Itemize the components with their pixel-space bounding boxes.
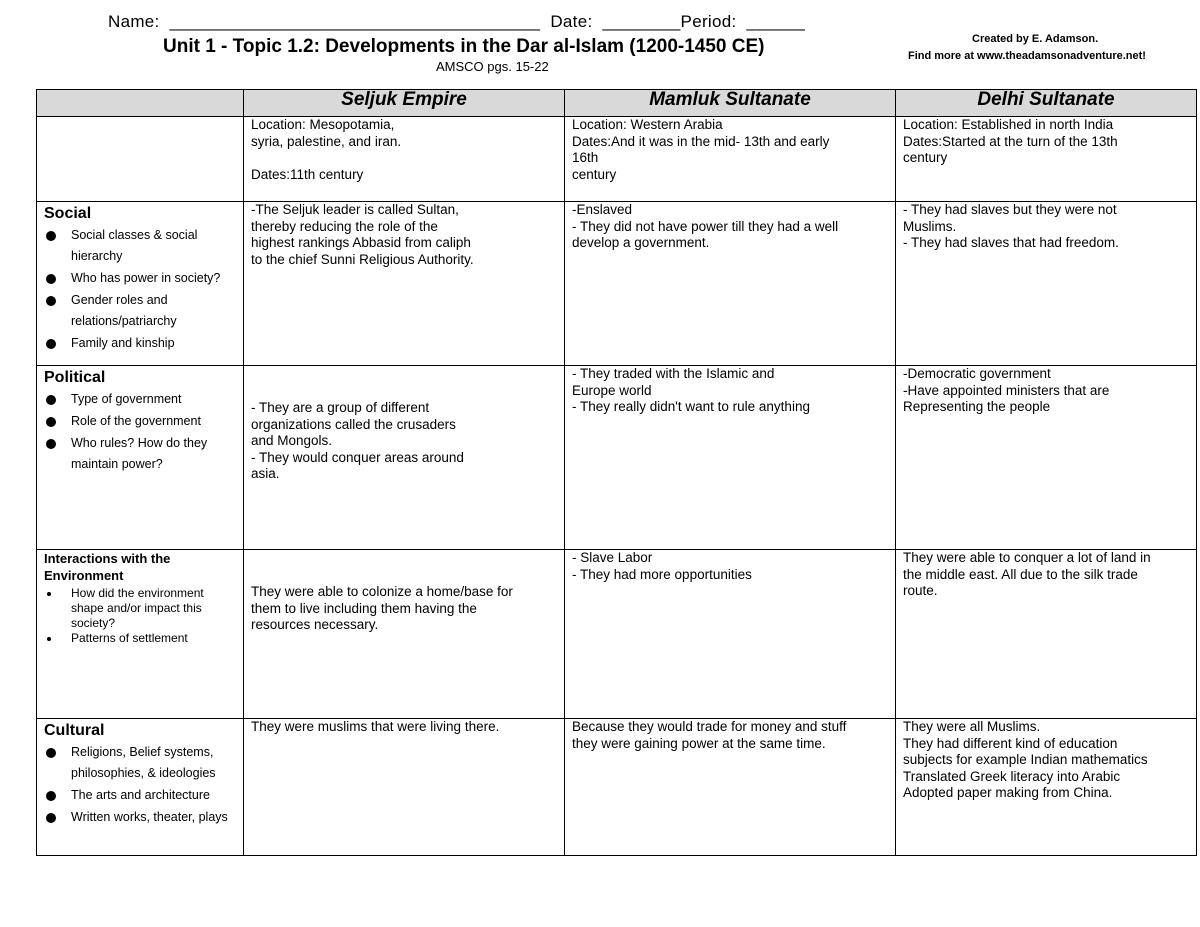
cell-mamluk-political[interactable]	[565, 366, 896, 550]
cell-text: Location: Mesopotamia, syria, palestine, and iran. Dates:11th century	[251, 117, 402, 182]
cell-mamluk-social[interactable]	[565, 202, 896, 366]
cell-text: - They traded with the Islamic and Europe world - They really didn't want to rule anything	[572, 366, 810, 414]
cell-seljuk-cultural[interactable]	[244, 719, 565, 856]
bullet-item: The arts and architecture	[44, 785, 236, 806]
cell-text: They were able to colonize a home/base for them to live including them having the resources necessary.	[251, 584, 513, 632]
cell-text: -Democratic government -Have appointed ministers that are Representing the people	[903, 366, 1110, 414]
cell-text: They were muslims that were living there.	[251, 719, 500, 734]
category-cell-social	[37, 202, 244, 366]
bullet-item: Written works, theater, plays	[44, 807, 236, 828]
category-title-political: Political	[44, 369, 106, 386]
bullet-item: Patterns of settlement	[44, 631, 236, 646]
category-cell-environment	[37, 550, 244, 719]
category-bullets-social	[44, 225, 236, 354]
table-row-political	[37, 366, 1197, 550]
table-row-social	[37, 202, 1197, 366]
cell-mamluk-info[interactable]	[565, 117, 896, 202]
cell-mamluk-cultural[interactable]	[565, 719, 896, 856]
table-row-environment	[37, 550, 1197, 719]
bullet-item: Who has power in society?	[44, 268, 236, 289]
table-header-row	[37, 90, 1197, 117]
bullet-item: Religions, Belief systems, philosophies, & ideologies	[44, 742, 236, 784]
cell-text: - Slave Labor - They had more opportunities	[572, 550, 752, 582]
cell-delhi-political[interactable]	[896, 366, 1197, 550]
column-header-mamluk: Mamluk Sultanate	[565, 90, 896, 117]
cell-seljuk-environment[interactable]	[244, 550, 565, 719]
bullet-item: How did the environment shape and/or impact this society?	[44, 586, 236, 631]
cell-text: Location: Established in north India Dates:Started at the turn of the 13th century	[903, 117, 1118, 165]
table-row-location-dates	[37, 117, 1197, 202]
cell-text: They were able to conquer a lot of land in the middle east. All due to the silk trade route.	[903, 550, 1151, 598]
cell-seljuk-political[interactable]	[244, 366, 565, 550]
cell-seljuk-info[interactable]	[244, 117, 565, 202]
category-title-environment: Interactions with the Environment	[44, 551, 171, 583]
cell-mamluk-environment[interactable]	[565, 550, 896, 719]
table-row-cultural	[37, 719, 1197, 856]
cell-delhi-cultural[interactable]	[896, 719, 1197, 856]
category-bullets-political	[44, 389, 236, 475]
bullet-item: Social classes & social hierarchy	[44, 225, 236, 267]
column-header-seljuk: Seljuk Empire	[244, 90, 565, 117]
cell-text: Location: Western Arabia Dates:And it was in the mid- 13th and early 16th century	[572, 117, 830, 182]
bullet-item: Role of the government	[44, 411, 236, 432]
cell-text: Because they would trade for money and stuff they were gaining power at the same time.	[572, 719, 847, 751]
cell-delhi-environment[interactable]	[896, 550, 1197, 719]
bullet-item: Gender roles and relations/patriarchy	[44, 290, 236, 332]
category-title-cultural: Cultural	[44, 722, 105, 739]
cell-text: -Enslaved - They did not have power till they had a well develop a government.	[572, 202, 839, 250]
cell-text: - They are a group of different organizations called the crusaders and Mongols. - They would conquer areas around asia.	[251, 400, 464, 481]
category-bullets-environment	[44, 586, 236, 646]
category-bullets-cultural	[44, 742, 236, 828]
category-title-social: Social	[44, 205, 92, 222]
credit-author: Created by E. Adamson.	[972, 33, 1099, 45]
bullet-item: Who rules? How do they maintain power?	[44, 433, 236, 475]
category-cell-political	[37, 366, 244, 550]
cell-seljuk-social[interactable]	[244, 202, 565, 366]
comparison-table	[36, 89, 1197, 856]
header-blank-cell	[37, 90, 244, 117]
bullet-item: Family and kinship	[44, 333, 236, 354]
cell-text: They were all Muslims. They had different kind of education subjects for example Indian mathematics Translated Greek literacy into Arabic Adopted paper making from China.	[903, 719, 1148, 800]
category-cell-cultural	[37, 719, 244, 856]
cell-text: -The Seljuk leader is called Sultan, thereby reducing the role of the highest rankings Abbasid from caliph to the chief Sunni Religious Authority.	[251, 202, 474, 267]
bullet-item: Type of government	[44, 389, 236, 410]
credit-website: Find more at www.theadamsonadventure.net!	[908, 50, 1146, 62]
column-header-delhi: Delhi Sultanate	[896, 90, 1197, 117]
cell-delhi-social[interactable]	[896, 202, 1197, 366]
page-subtitle: AMSCO pgs. 15-22	[436, 59, 549, 74]
page-title: Unit 1 - Topic 1.2: Developments in the Dar al-Islam (1200-1450 CE)	[163, 36, 765, 57]
category-cell-blank	[37, 117, 244, 202]
name-date-period-line: Name: ______________________________________ Date: ________Period: ______	[108, 12, 806, 31]
cell-text: - They had slaves but they were not Muslims. - They had slaves that had freedom.	[903, 202, 1119, 250]
cell-delhi-info[interactable]	[896, 117, 1197, 202]
